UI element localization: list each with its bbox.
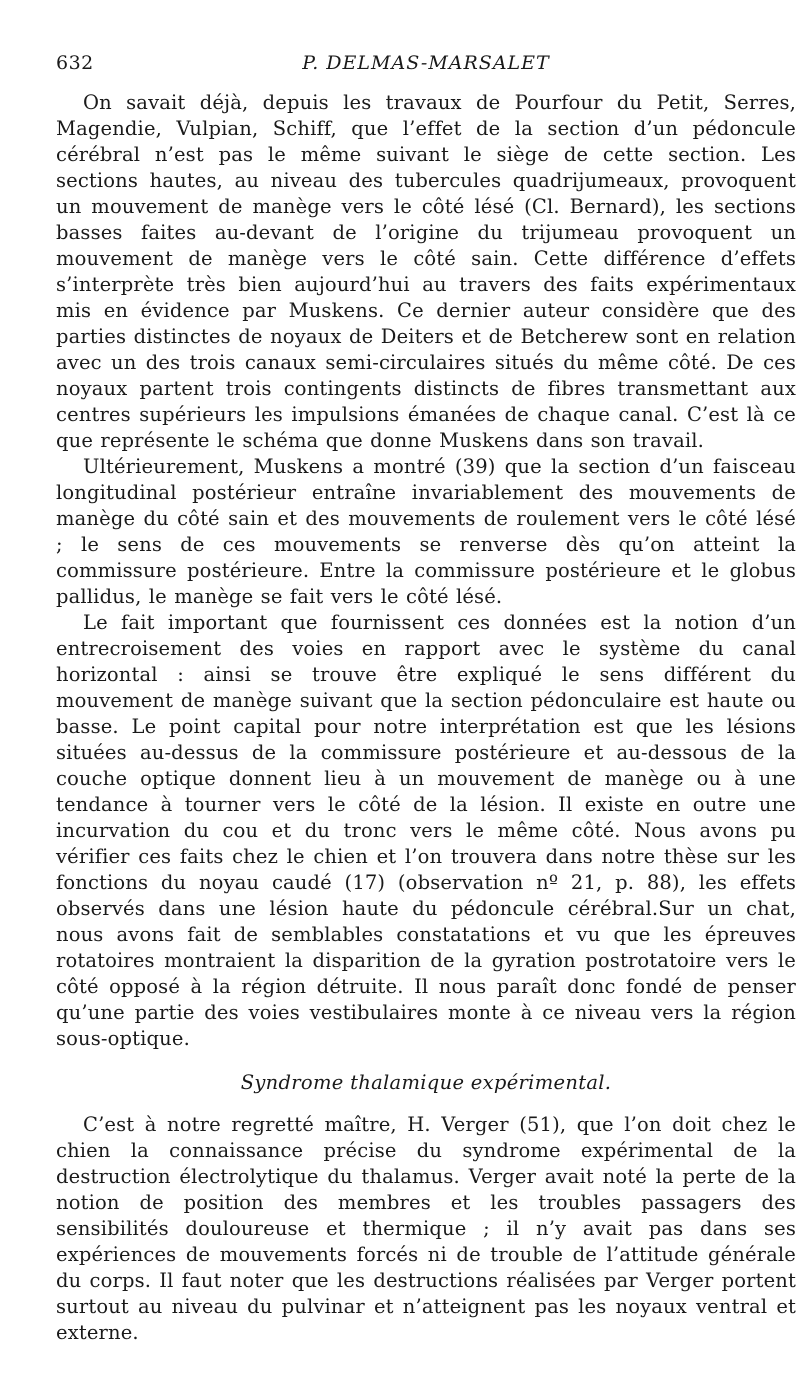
section-heading: Syndrome thalamique expérimental. xyxy=(240,1071,612,1094)
running-title: P. DELMAS-MARSALET xyxy=(302,52,550,74)
paragraph: Le fait important que fournissent ces données est la notion d’un entrecroisement des voies en rapport avec le système du canal horizontal : ainsi se trouve être expliqué le sens différent du mouvement de manège suivant que la section pédonculaire est haute ou basse. Le point capital pour notre interprétation est que les lésions situées au-dessus de la commissure postérieure et au-dessous de la couche optique donnent lieu à un mouvement de manège ou à une tendance à tourner vers le côté de la lésion. Il existe en outre une incurvation du cou et du tronc vers le même côté. Nous avons pu vérifier ces faits chez le chien et l’on trouvera dans notre thèse sur les fonctions du noyau caudé (17) (observation nº 21, p. 88), les effets observés dans une lésion haute du pédoncule cérébral.Sur un chat, nous avons fait de semblables constatations et vu que les épreuves rotatoires montraient la disparition de la gyration postrotatoire vers le côté opposé à la région détruite. Il nous paraît donc fondé de penser qu’une partie des voies vestibulaires monte à ce niveau vers la région sous-optique. xyxy=(56,611,796,1050)
book-page xyxy=(56,0,796,1346)
page-number: 632 xyxy=(56,52,94,74)
paragraph: Ultérieurement, Muskens a montré (39) que la section d’un faisceau longitudinal postérieur entraîne invariablement des mouvements de manège du côté sain et des mouvements de roulement vers le côté lésé ; le sens de ces mouvements se renverse dès qu’on atteint la commissure postérieure. Entre la commissure postérieure et le globus pallidus, le manège se fait vers le côté lésé. xyxy=(56,455,796,608)
paragraph: On savait déjà, depuis les travaux de Pourfour du Petit, Serres, Magendie, Vulpian, Schiff, que l’effet de la section d’un pédoncule cérébral n’est pas le même suivant le siège de cette section. Les sections hautes, au niveau des tubercules quadrijumeaux, provoquent un mouvement de manège vers le côté lésé (Cl. Bernard), les sections basses faites au-devant de l’origine du trijumeau provoquent un mouvement de manège vers le côté sain. Cette différence d’effets s’interprète très bien aujourd’hui au travers des faits expérimentaux mis en évidence par Muskens. Ce dernier auteur considère que des parties distinctes de noyaux de Deiters et de Betcherew sont en relation avec un des trois canaux semi-circulaires situés du même côté. De ces noyaux partent trois contingents distincts de fibres transmettant aux centres supérieurs les impulsions émanées de chaque canal. C’est là ce que représente le schéma que donne Muskens dans son travail. xyxy=(56,91,796,452)
running-head xyxy=(56,52,796,90)
text-body xyxy=(56,90,796,1346)
paragraph: C’est à notre regretté maître, H. Verger (51), que l’on doit chez le chien la connaissance précise du syndrome expérimental de la destruction électrolytique du thalamus. Verger avait noté la perte de la notion de position des membres et les troubles passagers des sensibilités douloureuse et thermique ; il n’y avait pas dans ses expériences de mouvements forcés ni de trouble de l’attitude générale du corps. Il faut noter que les destructions réalisées par Verger portent surtout au niveau du pulvinar et n’atteignent pas les noyaux ventral et externe. xyxy=(56,1113,796,1344)
